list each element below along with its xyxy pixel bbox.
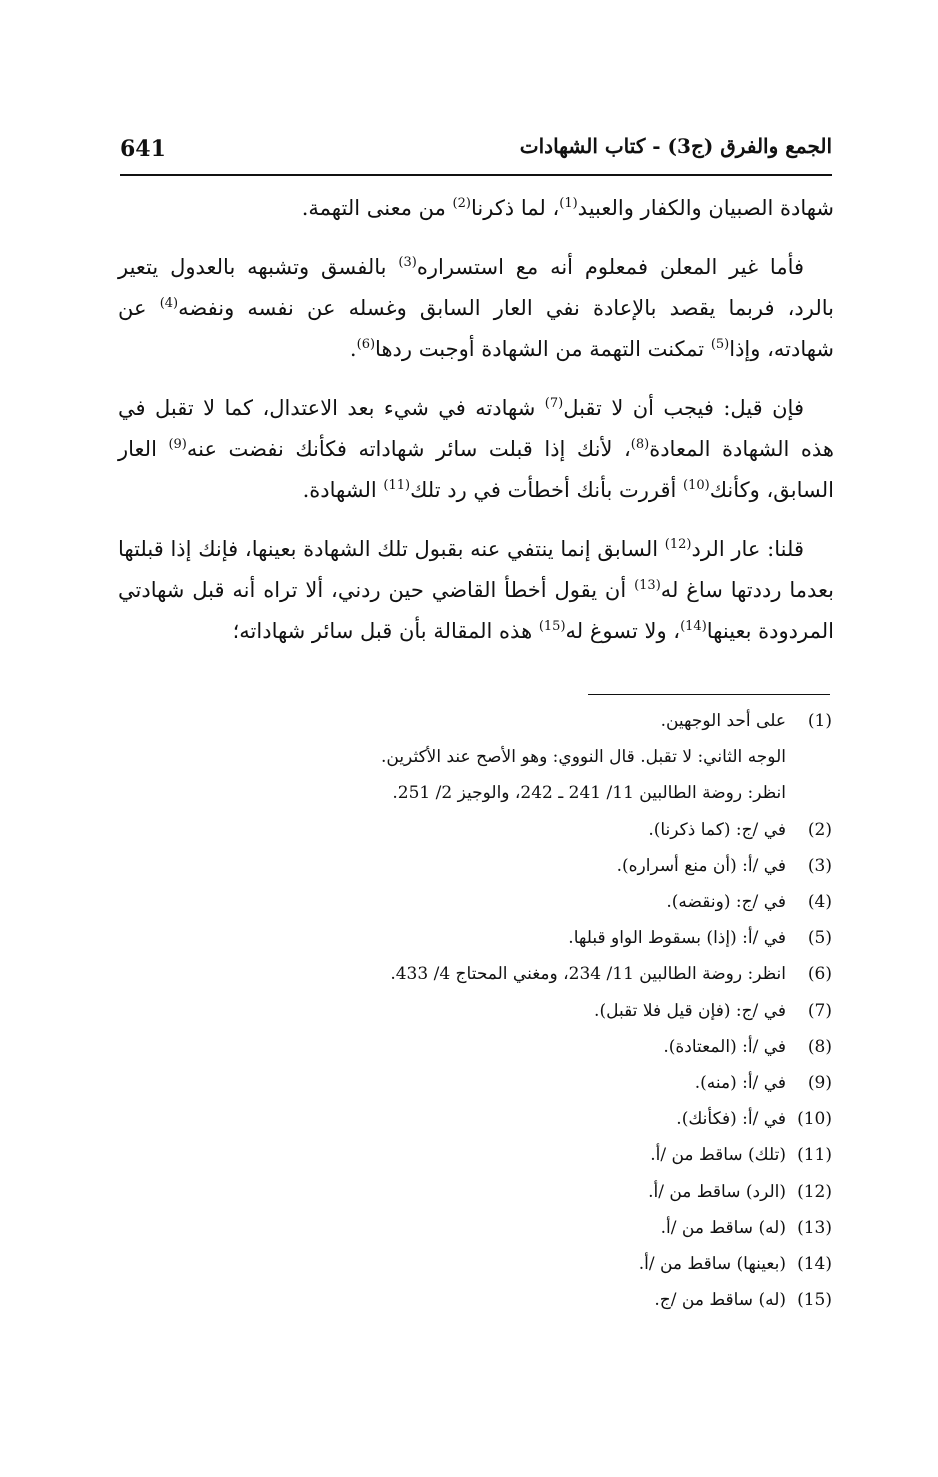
footnote-text: في /أ: (أن منع أسراره).: [616, 855, 786, 876]
text-run: أقررت بأنك أخطأت في رد تلك: [410, 478, 684, 502]
text-run: عن شهادته، وإذا: [118, 296, 834, 361]
text-run: بالفسق وتشبهه بالعدول يتعير بالرد، فربما يقصد بالإعادة نفي العار السابق وغسله عن نفسه ونفضه: [118, 255, 834, 320]
footnote-reference: (5): [710, 337, 730, 352]
footnote-reference: (1): [559, 196, 578, 211]
paragraph: [118, 188, 834, 229]
text-run: ، لما ذكرنا: [470, 196, 560, 220]
footnote-reference: (12): [664, 537, 692, 552]
footnote-reference: (3): [398, 255, 417, 270]
main-text: [118, 188, 834, 670]
footnote-number: (3): [807, 855, 832, 876]
text-run: هذه المقالة بأن قبل سائر شهاداته؛: [232, 619, 539, 643]
footnote-number: (15): [797, 1290, 832, 1311]
footnote-reference: (9): [168, 437, 187, 452]
paragraph: [118, 388, 834, 511]
text-run: .: [349, 337, 357, 361]
footnote-text: على أحد الوجهين.: [660, 711, 786, 731]
footnote-number: (11): [797, 1145, 832, 1166]
footnote-reference: (13): [634, 578, 661, 593]
footnote-number: (6): [807, 964, 832, 985]
text-run: السابق إنما ينتفي عنه بقبول تلك الشهادة بعينها، فإنك إذا قبلتها بعدما رددتها ساغ له: [118, 537, 834, 602]
footnote-item: [212, 1246, 832, 1282]
footnote-text: (تلك) ساقط من /أ.: [650, 1145, 786, 1166]
footnote-reference: (4): [159, 296, 179, 311]
page-header: [120, 130, 832, 176]
footnote-number: (4): [807, 892, 832, 913]
text-run: أن يقول أخطأ القاضي حين ردني، ألا تراه أنه قبل شهادتي المردودة بعينها: [118, 578, 834, 643]
footnote-number: (9): [807, 1073, 832, 1094]
footnote-item: [212, 884, 832, 920]
footnote-number: (13): [797, 1217, 832, 1238]
text-run: تمكنت التهمة من الشهادة أوجبت ردها: [375, 337, 711, 361]
footnote-reference: (2): [452, 196, 471, 211]
text-run: فإن قيل: فيجب أن لا تقبل: [563, 396, 804, 420]
footnote-reference: (8): [630, 437, 650, 452]
footnote-number: (14): [797, 1254, 832, 1275]
text-run: العار السابق، وكأنك: [118, 437, 834, 502]
footnote-reference: (14): [680, 619, 707, 634]
footnotes: [212, 703, 832, 1318]
footnote-text: انظر: روضة الطالبين 11/ 234، ومغني المحتاج 4/ 433.: [390, 964, 786, 985]
footnote-text: (بعينها) ساقط من /أ.: [638, 1254, 786, 1275]
footnote-item: [212, 993, 832, 1029]
paragraph: [118, 247, 834, 370]
footnote-number: (7): [807, 1000, 832, 1021]
footnote-number: (5): [807, 928, 832, 949]
footnote-text: في /ج: (فإن قيل فلا تقبل).: [594, 1000, 786, 1021]
running-title: الجمع والفرق (ج3) - كتاب الشهادات: [519, 134, 832, 158]
footnote-text: في /أ: (المعتادة).: [663, 1036, 786, 1057]
footnote-item: [212, 1282, 832, 1318]
text-run: شهادته في شيء بعد الاعتدال، كما لا تقبل في هذه الشهادة المعادة: [118, 396, 834, 461]
footnote-reference: (11): [383, 478, 411, 493]
footnote-continuation: انظر: روضة الطالبين 11/ 241 ـ 242، والوجيز 2/ 251.: [392, 783, 786, 804]
footnote-separator: [588, 694, 830, 695]
footnote-text: في /أ: (منه).: [694, 1073, 786, 1094]
text-run: من معنى التهمة.: [301, 196, 453, 220]
text-run: فأما غير المعلن فمعلوم أنه مع استسراره: [416, 255, 805, 279]
text-run: ، لأنك إذا قبلت سائر شهاداته فكأنك نفضت عنه: [186, 437, 631, 461]
footnote-text: (له) ساقط من /أ.: [660, 1217, 786, 1238]
footnote-number: (2): [807, 819, 832, 840]
footnote-reference: (10): [683, 478, 710, 493]
footnote-number: (12): [797, 1181, 832, 1202]
footnote-reference: (6): [356, 337, 376, 352]
footnote-item: [212, 1029, 832, 1065]
footnote-item: [212, 956, 832, 992]
footnote-reference: (15): [538, 619, 566, 634]
footnote-text: في /ج: (كما ذكرنا).: [648, 819, 786, 840]
footnote-item: [212, 920, 832, 956]
footnote-text: (الرد) ساقط من /أ.: [648, 1181, 786, 1202]
footnote-item: [212, 1210, 832, 1246]
footnote-number: (1): [807, 711, 832, 731]
footnote-text: في /أ: (فكأنك).: [676, 1109, 786, 1130]
footnote-item: [212, 812, 832, 848]
footnote-number: (10): [797, 1109, 832, 1130]
footnote-text: في /أ: (إذا) بسقوط الواو قبلها.: [568, 928, 786, 949]
footnote-reference: (7): [544, 396, 564, 411]
footnote-item: [212, 1065, 832, 1101]
footnote-item: [212, 703, 832, 739]
text-run: شهادة الصبيان والكفار والعبيد: [577, 196, 834, 220]
footnote-text: (له) ساقط من /ج.: [654, 1290, 786, 1311]
footnote-item: [212, 1174, 832, 1210]
footnote-item: [212, 1101, 832, 1137]
page-number: 641: [120, 136, 166, 162]
footnote-number: (8): [807, 1036, 832, 1057]
footnote-continuation: الوجه الثاني: لا تقبل. قال النووي: وهو الأصح عند الأكثرين.: [380, 747, 786, 768]
footnote-item: [212, 848, 832, 884]
footnote-text: في /ج: (ونقضه).: [666, 892, 786, 913]
text-run: قلنا: عار الرد: [691, 537, 804, 561]
text-run: الشهادة.: [302, 478, 384, 502]
text-run: ، ولا تسوغ له: [565, 619, 681, 643]
paragraph: [118, 529, 834, 652]
footnote-item: [212, 1137, 832, 1173]
